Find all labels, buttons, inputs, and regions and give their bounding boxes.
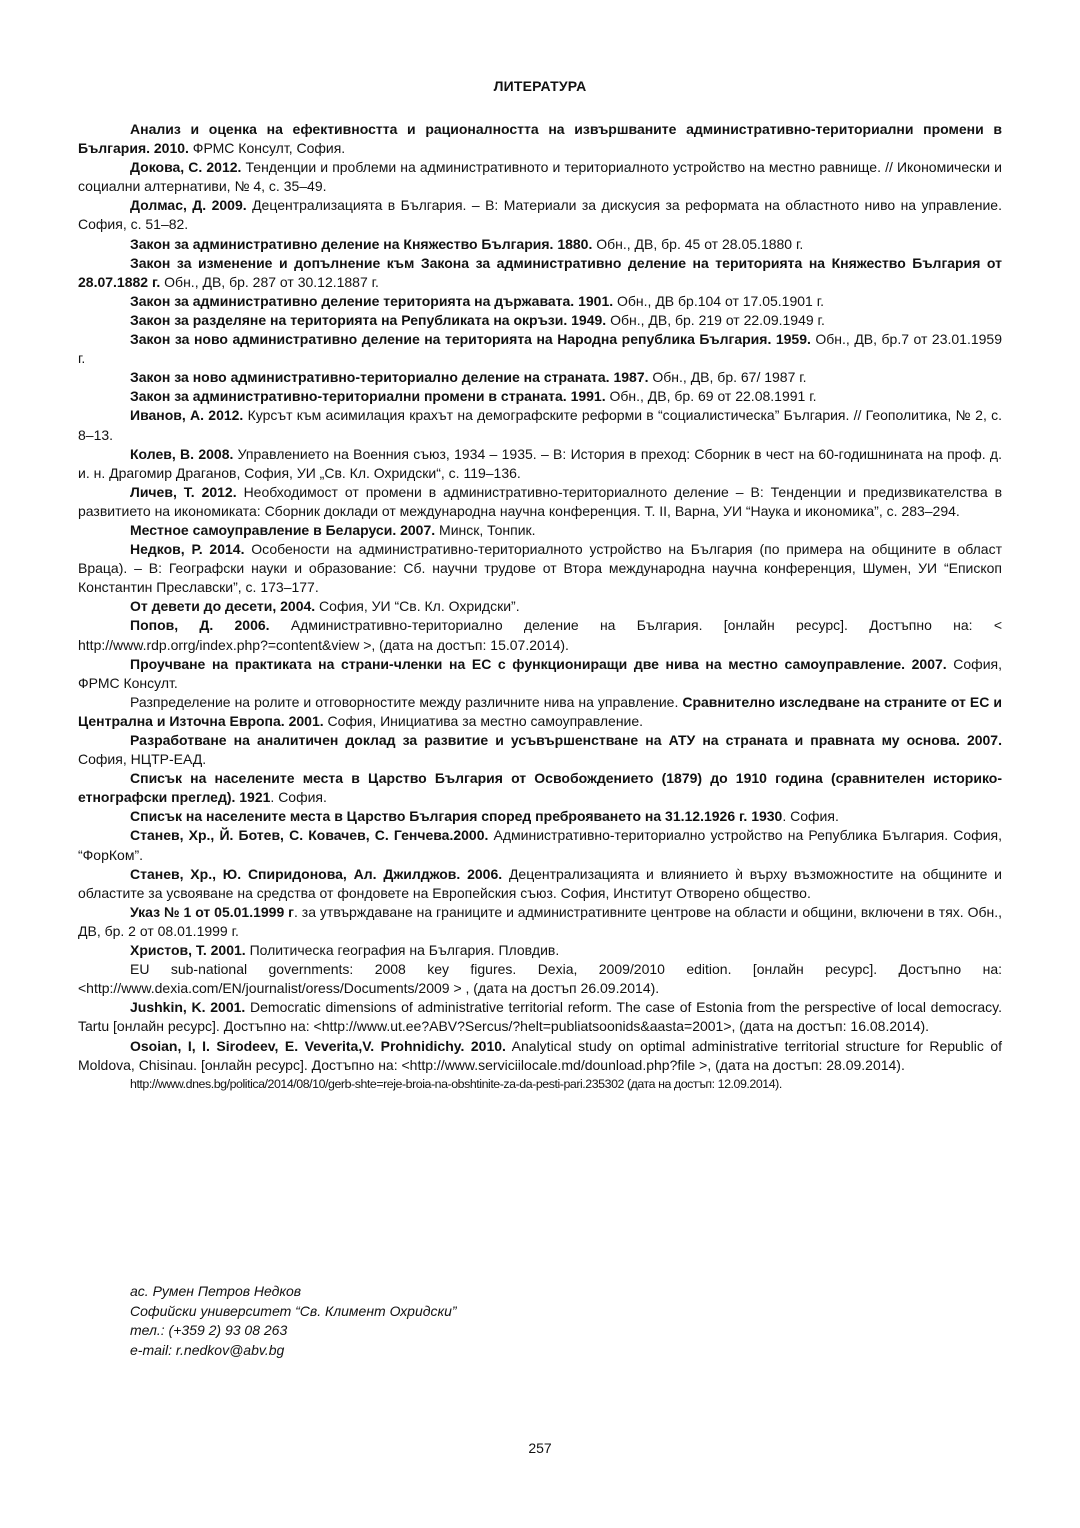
reference-text: Обн., ДВ, бр. 287 от 30.12.1887 г. (160, 273, 379, 290)
author-signature (130, 1282, 457, 1360)
reference-bold: Закон за административно деление територията на държавата. 1901. (130, 292, 614, 309)
reference-text: EU sub-national governments: 2008 key figures. Dexia, 2009/2010 edition. [онлайн ресурс]. Достъпно на: <http://www.dexia.com/EN/journalist/oress/Documents/2009 > , (дата на достъп 26.09.2014). (78, 961, 1002, 997)
reference-bold: Закон за административно деление на Княжество България. 1880. (130, 235, 593, 252)
reference-entry (78, 387, 1002, 406)
reference-entry (78, 693, 1002, 731)
reference-bold: Недков, Р. 2014. (130, 541, 245, 558)
reference-text: . за утвърждаване на границите и административните центрове на области и общини, включени в тях. Обн., ДВ, бр. 2 от 08.01.1999 г. (78, 903, 1002, 939)
reference-entry (78, 826, 1002, 864)
reference-entry (78, 540, 1002, 597)
reference-bold: Закон за административно-териториални промени в страната. 1991. (130, 388, 606, 405)
reference-entry (78, 330, 1002, 368)
reference-entry (78, 445, 1002, 483)
reference-bold: Osoian, I, I. Sirodeev, E. Veverita,V. Prohnidichy. 2010. (130, 1037, 506, 1054)
reference-text: Децентрализацията и влиянието ѝ върху възможностите на общините и областите за усвояване на средства от фондовете на Европейския съюз. София, Институт Отворено общество. (78, 865, 1002, 901)
reference-prefix: Разпределение на ролите и отговорностите между различните нива на управление. (130, 693, 683, 710)
author-email: e-mail: r.nedkov@abv.bg (130, 1341, 285, 1358)
reference-bold: Станев, Хр., Й. Ботев, С. Ковачев, С. Генчева.2000. (130, 827, 489, 844)
reference-text: http://www.dnes.bg/politica/2014/08/10/gerb-shte=reje-broia-na-obshtinite-za-da-pesti-pari.235302 (дата на достъп: 12.09.2014). (130, 1076, 782, 1091)
reference-text: ФРМС Консулт, София. (188, 140, 346, 157)
reference-text: Административно-териториално деление на България. [онлайн ресурс]. Достъпно на: < http://www.rdp.orrg/index.php?=content&view >, (дата на достъп: 15.07.2014). (78, 617, 1003, 653)
reference-text: Обн., ДВ, бр. 67/ 1987 г. (648, 369, 807, 386)
reference-entry (78, 311, 1002, 330)
author-affiliation: Софийски университет “Св. Климент Охридски” (130, 1302, 457, 1319)
reference-bold: Колев, В. 2008. (130, 445, 234, 462)
section-heading: ЛИТЕРАТУРА (493, 78, 587, 94)
reference-bold: Анализ и оценка на ефективността и рационалността на извършваните административно-териториални промени в България. 2010. (78, 121, 1002, 157)
reference-text: Analytical study on optimal administrative territorial structure for Republic of Moldova, Chisinau. [онлайн ресурс]. Достъпно на: <http://www.serviciilocale.md/dounload.php?file >, (дата на достъп: 28.09.2014). (78, 1037, 1002, 1073)
reference-entry (78, 616, 1002, 654)
reference-text: Обн., ДВ бр.104 от 17.05.1901 г. (613, 292, 824, 309)
reference-entry (78, 254, 1002, 292)
reference-text: Политическа география на България. Пловдив. (245, 942, 560, 959)
reference-entry (78, 941, 1002, 960)
reference-entry (78, 865, 1002, 903)
reference-text: Обн., ДВ, бр. 45 от 28.05.1880 г. (592, 235, 804, 252)
reference-entry (78, 998, 1002, 1036)
reference-entry (78, 235, 1002, 254)
reference-bold: Докова, С. 2012. (130, 159, 242, 176)
reference-text: Democratic dimensions of administrative territorial reform. The case of Estonia from the perspective of local democracy. Tartu [онлайн ресурс]. Достъпно на: <http://www.ut.ee?ABV?Sercus/?helt=publiatsoonids&aasta=2001>, (дата на достъп: 16.08.2014). (78, 999, 1002, 1035)
reference-entry (78, 903, 1002, 941)
reference-text: Курсът към асимилация крахът на демографските реформи в “социалистическа” България. // Геополитика, № 2, с. 8–13. (78, 407, 1003, 443)
reference-entry (78, 521, 1002, 540)
reference-bold: Личев, Т. 2012. (130, 483, 237, 500)
reference-entry (78, 196, 1002, 234)
reference-text: Обн., ДВ, бр. 219 от 22.09.1949 г. (606, 311, 825, 328)
reference-text: Административно-териториално устройство на Република България. София, “ФорКом”. (78, 827, 1002, 863)
reference-entry (78, 731, 1002, 769)
reference-text: Децентрализацията в България. – В: Материали за дискусия за реформата на областното ниво на управление. София, с. 51–82. (78, 197, 1002, 233)
reference-bold: Попов, Д. 2006. (130, 617, 270, 634)
reference-bold: Закон за ново административно-териториално деление на страната. 1987. (130, 369, 649, 386)
reference-text: Тенденции и проблеми на административното и териториалното устройство на местно равнище. // Икономически и социални алтернативи, № 4, с. 35–49. (78, 159, 1002, 195)
reference-text: София, Инициатива за местно самоуправление. (323, 712, 644, 729)
reference-text: Обн., ДВ, бр.7 от 23.01.1959 г. (78, 331, 1002, 367)
reference-entry (78, 483, 1002, 521)
reference-entry (78, 597, 1002, 616)
reference-text: София, УИ “Св. Кл. Охридски”. (315, 598, 520, 615)
reference-entry (78, 406, 1002, 444)
reference-entry (78, 368, 1002, 387)
document-page (78, 0, 1002, 1528)
reference-bold: Сравнително изследване на страните от ЕС и Централна и Източна Европа. 2001. (78, 693, 1002, 729)
reference-entry (78, 120, 1002, 158)
page-number: 257 (528, 1440, 552, 1456)
reference-bold: Указ № 1 от 05.01.1999 г (130, 903, 294, 920)
reference-bold: Проучване на практиката на страни-членки на ЕС с функциониращи две нива на местно самоуправление. 2007. (130, 655, 947, 672)
reference-bold: Иванов, А. 2012. (130, 407, 244, 424)
reference-bold: Местное самоуправление в Беларуси. 2007. (130, 521, 436, 538)
reference-list (78, 120, 1002, 1094)
reference-entry (78, 769, 1002, 807)
reference-bold: Разработване на аналитичен доклад за развитие и усъвършенстване на АТУ на страната и правната му основа. 2007. (130, 732, 1002, 748)
reference-bold: Станев, Хр., Ю. Спиридонова, Ал. Джилджов. 2006. (130, 865, 503, 882)
author-phone: тел.: (+359 2) 93 08 263 (130, 1322, 288, 1338)
reference-text: Управлението на Военния съюз, 1934 – 1935. – В: История в преход: Сборник в чест на 60-годишнината на проф. д. и. н. Драгомир Драганов, София, УИ „Св. Кл. Охридски“, с. 119–136. (78, 445, 1002, 481)
reference-entry (78, 292, 1002, 311)
reference-bold: Закон за изменение и допълнение към Закона за административно деление на територията на Княжество България от 28.07.1882 г. (78, 254, 1002, 290)
reference-bold: Jushkin, K. 2001. (130, 999, 246, 1016)
reference-bold: Списък на населените места в Царство България според преброяването на 31.12.1926 г. 1930 (130, 808, 783, 825)
reference-text: Необходимост от промени в административно-териториалното деление – В: Тенденции и предизвикателства в развитието на икономиката: Сборник доклади от международна научна конференция. Т. II, Варна, УИ “Наука и икономика”, с. 283–294. (78, 483, 1003, 519)
reference-bold: От девети до десети, 2004. (130, 598, 316, 615)
reference-bold: Христов, Т. 2001. (130, 942, 246, 959)
reference-text: Особености на административно-териториалното устройство на България (по примера на общините в област Враца). – В: Географски науки и образование: Сб. научни трудове от Втора международна научна конференция, Шумен, УИ “Епископ Константин Преславски”, с. 173–177. (78, 541, 1002, 596)
reference-entry (78, 1037, 1002, 1075)
reference-entry (78, 960, 1002, 998)
reference-text: Обн., ДВ, бр. 69 от 22.08.1991 г. (605, 388, 817, 405)
reference-text: Минск, Тонпик. (435, 521, 536, 538)
reference-entry (78, 807, 1002, 826)
reference-bold: Закон за разделяне на територията на Републиката на окръзи. 1949. (130, 311, 607, 328)
reference-entry (78, 655, 1002, 693)
reference-bold: Списък на населените места в Царство България от Освобождението (1879) до 1910 година (сравнителен историко-етнографски преглед). 1921 (78, 770, 1002, 806)
reference-text: . София. (782, 808, 839, 825)
reference-bold: Закон за ново административно деление на територията на Народна република България. 1959. (130, 331, 811, 348)
reference-bold: Долмас, Д. 2009. (130, 197, 247, 214)
author-name: ас. Румен Петров Недков (130, 1283, 302, 1299)
reference-entry (78, 1075, 1002, 1094)
reference-entry (78, 158, 1002, 196)
reference-text: . София. (270, 789, 327, 806)
reference-text: София, ФРМС Консулт. (78, 655, 1002, 691)
reference-text: София, НЦТР-ЕАД. (78, 751, 207, 768)
